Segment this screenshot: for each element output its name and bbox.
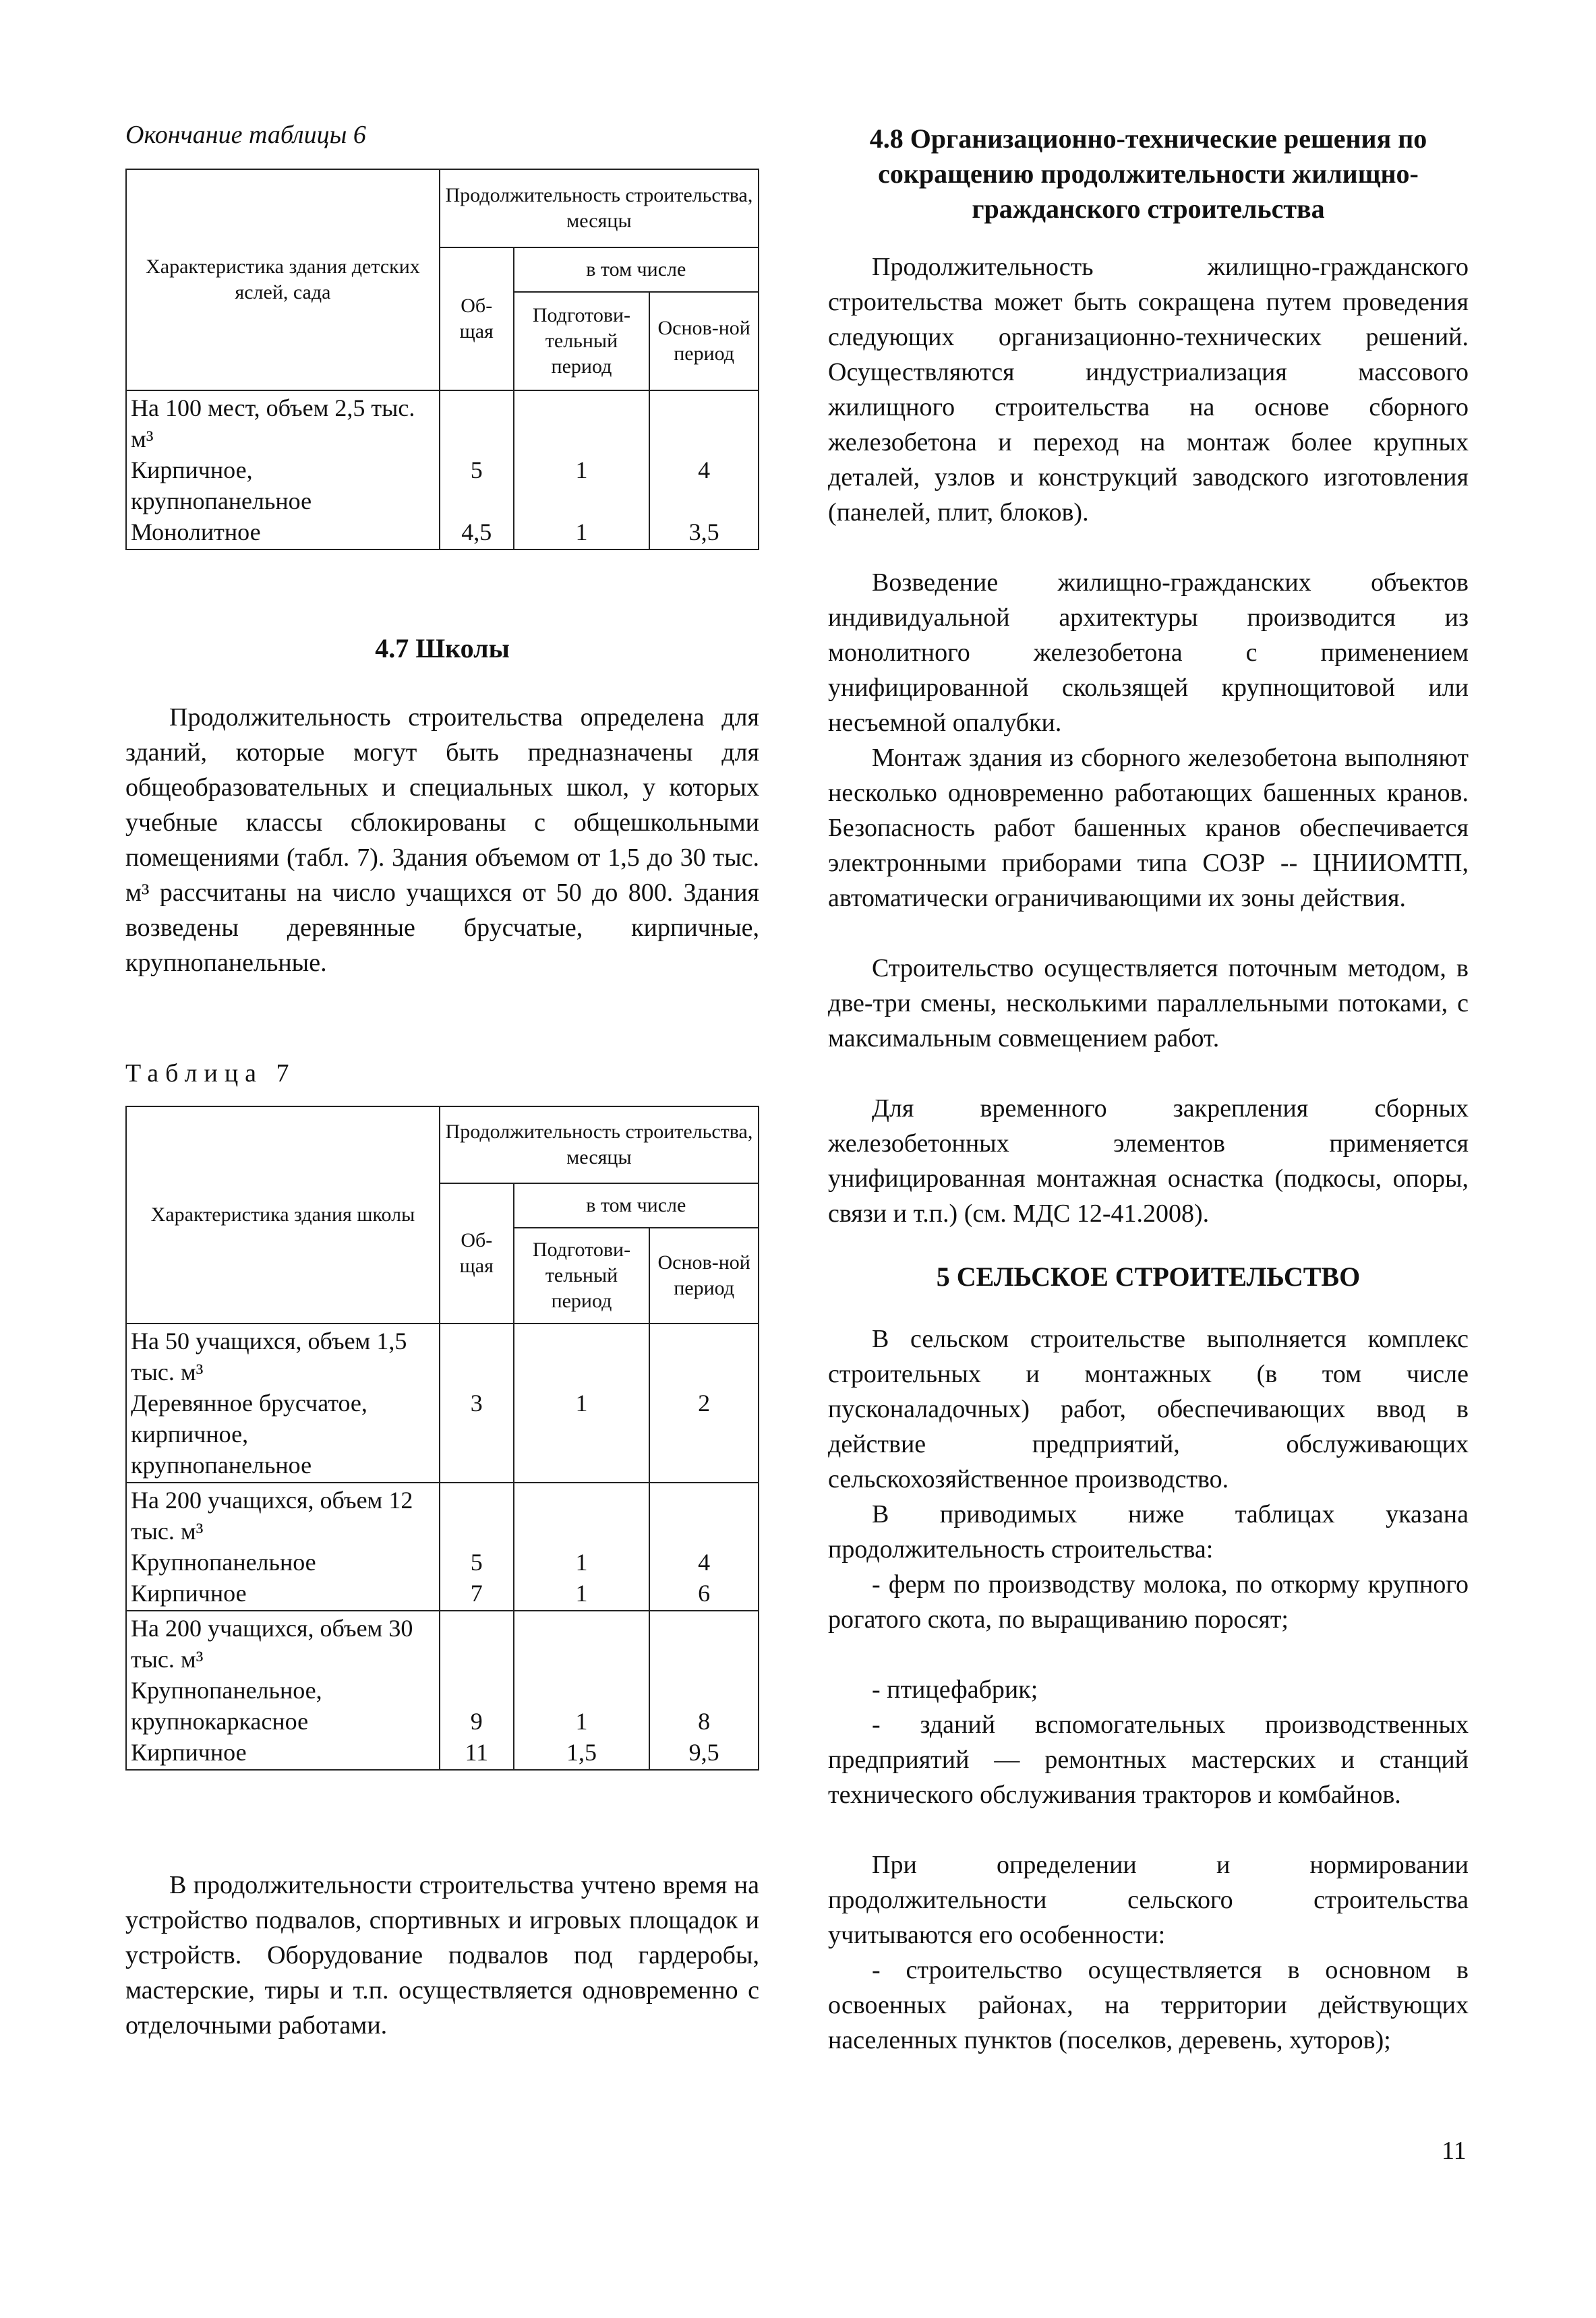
table-7-label: Таблица 7: [125, 1059, 296, 1088]
table6-col-total: [440, 390, 514, 549]
section-4-8-title: 4.8 Организационно-технические решения по сокращению продолжительности жилищно-гражданского строительства: [869, 123, 1427, 224]
table7-header-incl: в том числе: [514, 1183, 759, 1228]
table7-line: На 200 учащихся, объем 30 тыс. м³: [131, 1615, 413, 1673]
table7-cell: 1 1: [514, 1483, 650, 1611]
table7-line: Кирпичное: [131, 1739, 247, 1766]
section-4-8-paragraph-5: Для временного закрепления сборных железобетонных элементов применяется унифицированная монтажная оснастка (подкосы, опоры, связи и т.п.) (см. МДС 12-41.2008).: [828, 1094, 1469, 1228]
table7-line: Деревянное брусчатое, кирпичное, крупнопанельное: [131, 1390, 367, 1479]
list-item: - ферм по производству молока, по откорму крупного рогатого скота, по выращиванию поросят;: [828, 1570, 1469, 1634]
table6-cell: 5: [470, 456, 483, 483]
table7-cell: 9 11: [440, 1611, 514, 1770]
table7-cell: 4 6: [649, 1483, 759, 1611]
section-4-8-paragraph-4: Строительство осуществляется поточным методом, в две-три смены, несколькими параллельными потоками, с максимальным совмещением работ.: [828, 954, 1469, 1052]
continuation-label: Окончание таблицы 6: [125, 121, 366, 149]
section-5-title: 5 СЕЛЬСКОЕ СТРОИТЕЛЬСТВО: [936, 1261, 1361, 1292]
table7-cell: 2: [649, 1324, 759, 1483]
table7-header-main: Основ-ной период: [649, 1228, 759, 1324]
table6-cell: 1: [575, 456, 588, 483]
section-5-paragraph-3: При определении и нормировании продолжительности сельского строительства учитываются его особенности:: [828, 1851, 1469, 1949]
table6-header-prep: Подготови-тельный период: [514, 292, 650, 390]
table7-cell: 1: [514, 1324, 650, 1483]
table-7: [125, 1106, 759, 1771]
table7-group-label: [126, 1611, 440, 1770]
table6-row-label: На 100 мест, объем 2,5 тыс. м³: [131, 394, 415, 452]
table7-line: На 200 учащихся, объем 12 тыс. м³: [131, 1487, 413, 1545]
table6-header-duration: Продолжительность строительства, месяцы: [440, 169, 759, 247]
table6-header-char: Характеристика здания детских яслей, сада: [126, 169, 440, 390]
table7-group-label: [126, 1483, 440, 1611]
table7-header-duration: Продолжительность строительства, месяцы: [440, 1106, 759, 1183]
table7-header-prep: Подготови-тельный период: [514, 1228, 650, 1324]
table7-line: Крупнопанельное: [131, 1549, 316, 1576]
section-4-7-title: 4.7 Школы: [375, 633, 510, 663]
table7-cell: 3: [440, 1324, 514, 1483]
table6-cell: 4,5: [461, 518, 492, 545]
table7-cell: 8 9,5: [649, 1611, 759, 1770]
table6-col-main: [649, 390, 759, 549]
after-table-7-paragraph: В продолжительности строительства учтено время на устройство подвалов, спортивных и игровых площадок и устройств. Оборудование подвалов под гардеробы, мастерские, тиры и т.п. осуществляется одновременно с отделочными работами.: [125, 1871, 759, 2040]
section-5-paragraph-1: В сельском строительстве выполняется комплекс строительных и монтажных (в том числе пусконаладочных) работ, обеспечивающих ввод в действие предприятий, обслуживающих сельскохозяйственное производство.: [828, 1325, 1469, 1493]
table6-row-label: Кирпичное, крупнопанельное: [131, 456, 312, 514]
table6-header-total: Об-щая: [440, 247, 514, 390]
section-5-paragraph-2: В приводимых ниже таблицах указана продолжительность строительства:: [828, 1500, 1469, 1564]
table7-header-total: Об-щая: [440, 1183, 514, 1324]
table7-line: Кирпичное: [131, 1580, 247, 1607]
table7-cell: 5 7: [440, 1483, 514, 1611]
table7-line: Крупнопанельное, крупнокаркасное: [131, 1677, 322, 1735]
page-number: 11: [1442, 2137, 1467, 2165]
table-6: [125, 169, 759, 550]
table6-header-incl: в том числе: [514, 247, 759, 292]
table7-group-label: [126, 1324, 440, 1483]
section-4-7-paragraph: Продолжительность строительства определена для зданий, которые могут быть предназначены для общеобразовательных и специальных школ, у которых учебные классы сблокированы с общешкольными помещениями (табл. 7). Здания объемом от 1,5 до 30 тыс. м³ рассчитаны на число учащихся от 50 до 800. Здания возведены деревянные брусчатые, кирпичные, крупнопанельные.: [125, 703, 759, 977]
table6-body-labels: [126, 390, 440, 549]
table6-cell: 3,5: [688, 518, 719, 545]
table6-col-prep: [514, 390, 650, 549]
section-4-8-paragraph-3: Монтаж здания из сборного железобетона выполняют несколько одновременно работающих башенных кранов. Безопасность работ башенных кранов обеспечивается электронными приборами типа СОЗР -- ЦНИИОМТП, автоматически ограничивающими их зоны действия.: [828, 744, 1469, 912]
table6-cell: 4: [698, 456, 711, 483]
table6-header-main: Основ-ной период: [649, 292, 759, 390]
table6-row-label: Монолитное: [131, 518, 261, 545]
section-4-8-paragraph-1: Продолжительность жилищно-гражданского строительства может быть сокращена путем проведения следующих организационно-технических решений. Осуществляются индустриализация массового жилищного строительства на основе сборного железобетона и переход на монтаж более крупных деталей, узлов и конструкций заводского изготовления (панелей, плит, блоков).: [828, 253, 1469, 527]
list-item: - птицефабрик;: [872, 1675, 1038, 1704]
section-4-8-paragraph-2: Возведение жилищно-гражданских объектов индивидуальной архитектуры производится из монолитного железобетона с применением унифицированной скользящей крупнощитовой или несъемной опалубки.: [828, 568, 1469, 737]
list-item: - зданий вспомогательных производственных предприятий — ремонтных мастерских и станций технического обслуживания тракторов и комбайнов.: [828, 1711, 1469, 1809]
table7-cell: 1 1,5: [514, 1611, 650, 1770]
table7-header-char: Характеристика здания школы: [126, 1106, 440, 1324]
table7-line: На 50 учащихся, объем 1,5 тыс. м³: [131, 1328, 407, 1386]
table6-cell: 1: [575, 518, 588, 545]
list-item: - строительство осуществляется в основном в освоенных районах, на территории действующих населенных пунктов (поселков, деревень, хуторов);: [828, 1956, 1469, 2054]
